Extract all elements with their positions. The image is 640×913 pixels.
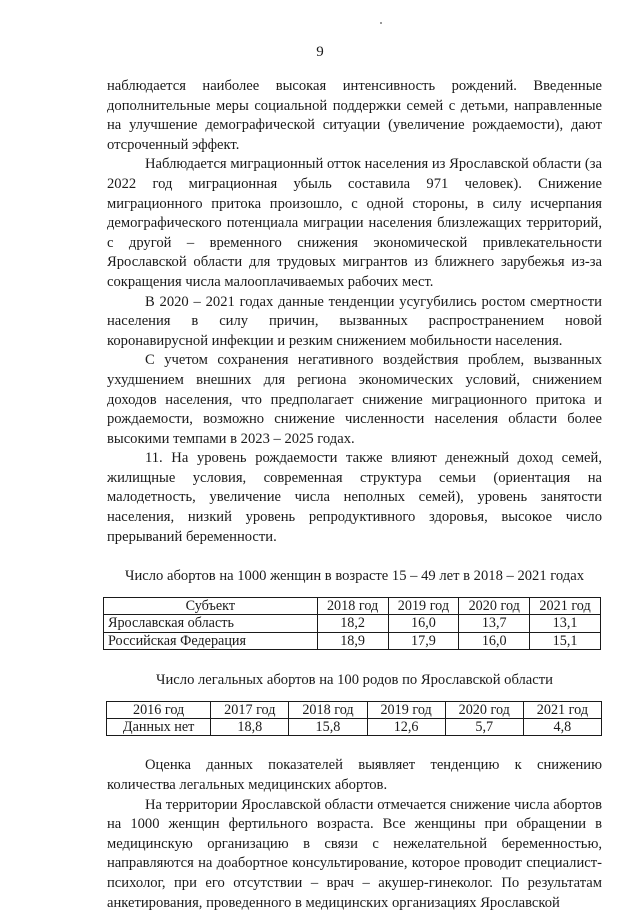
table-header-row <box>107 701 602 718</box>
table-cell: 5,7 <box>445 719 523 736</box>
table-caption-legal-abortions-per-100-births: Число легальных абортов на 100 родов по Ярославской области <box>156 672 553 689</box>
table-row <box>104 615 601 632</box>
paragraph: С учетом сохранения негативного воздействия проблем, вызванных ухудшением внешних для региона экономических условий, снижением доходов населения, что предполагает снижение миграционного притока и рождаемости, возможно снижение численности населения области более высокими темпами в 2023 – 2025 годах. <box>107 352 602 447</box>
page-number: 9 <box>316 44 324 60</box>
legal-abortions-per-100-births-table <box>106 701 602 737</box>
table-cell: Данных нет <box>107 719 211 736</box>
table-row <box>107 719 602 736</box>
table-caption-abortions-per-1000: Число абортов на 1000 женщин в возрасте 15 – 49 лет в 2018 – 2021 годах <box>125 568 584 585</box>
header-cell: 2019 год <box>388 597 459 614</box>
table-cell: 13,7 <box>459 615 530 632</box>
table-cell: 16,0 <box>388 615 459 632</box>
abortions-per-1000-table <box>103 597 601 650</box>
header-cell: 2018 год <box>317 597 388 614</box>
table-cell: 13,1 <box>530 615 601 632</box>
header-cell: 2021 год <box>523 701 601 718</box>
paragraph: 11. На уровень рождаемости также влияют денежный доход семей, жилищные условия, современная структура семьи (ориентация на малодетность, увеличение числа неполных семей), уровень занятости населения, низкий уровень репродуктивного здоровья, высокое число прерываний беременности. <box>107 450 602 545</box>
header-cell: 2016 год <box>107 701 211 718</box>
table-cell: 15,8 <box>289 719 367 736</box>
table-cell: 4,8 <box>523 719 601 736</box>
header-cell: 2020 год <box>459 597 530 614</box>
paragraph: Оценка данных показателей выявляет тенденцию к снижению количества легальных медицинских абортов. <box>107 757 602 794</box>
row-label: Российская Федерация <box>104 632 318 649</box>
header-cell: 2018 год <box>289 701 367 718</box>
paragraph: На территории Ярославской области отмечается снижение числа абортов на 1000 женщин фертильного возраста. Все женщины при обращении в медицинскую организацию в связи с нежелательной беременностью, направляются на доабортное консультирование, которое проводит специалист-психолог, при его отсутствии – врач – акушер-гинеколог. По результатам анкетирования, проведенного в медицинских организациях Ярославской <box>107 796 602 911</box>
table-cell: 18,8 <box>211 719 289 736</box>
header-cell: 2020 год <box>445 701 523 718</box>
table-cell: 16,0 <box>459 632 530 649</box>
paragraph: наблюдается наиболее высокая интенсивность рождений. Введенные дополнительные меры социальной поддержки семей с детьми, направленные на улучшение демографической ситуации (увеличение рождаемости), дают отсроченный эффект. <box>107 78 602 153</box>
table-cell: 18,2 <box>317 615 388 632</box>
table-header-row <box>104 597 601 614</box>
table-cell: 18,9 <box>317 632 388 649</box>
table-cell: 12,6 <box>367 719 445 736</box>
paragraph: Наблюдается миграционный отток населения из Ярославской области (за 2022 год миграционная убыль составила 971 человек). Снижение миграционного притока произошло, с одной стороны, в силу исчерпания демографического потенциала миграции населения близлежащих территорий, с другой – временного снижения экономической привлекательности Ярославской области для трудовых мигрантов из ближнего зарубежья из-за сокращения числа малооплачиваемых рабочих мест. <box>107 156 602 290</box>
table-row <box>104 632 601 649</box>
scan-speck <box>380 22 382 24</box>
table-cell: 17,9 <box>388 632 459 649</box>
document-body <box>107 77 602 913</box>
table-cell: 15,1 <box>530 632 601 649</box>
header-cell: Субъект <box>104 597 318 614</box>
header-cell: 2017 год <box>211 701 289 718</box>
header-cell: 2021 год <box>530 597 601 614</box>
row-label: Ярославская область <box>104 615 318 632</box>
paragraph: В 2020 – 2021 годах данные тенденции усугубились ростом смертности населения в силу причин, вызванных распространением новой коронавирусной инфекции и резким снижением мобильности населения. <box>107 293 602 349</box>
header-cell: 2019 год <box>367 701 445 718</box>
